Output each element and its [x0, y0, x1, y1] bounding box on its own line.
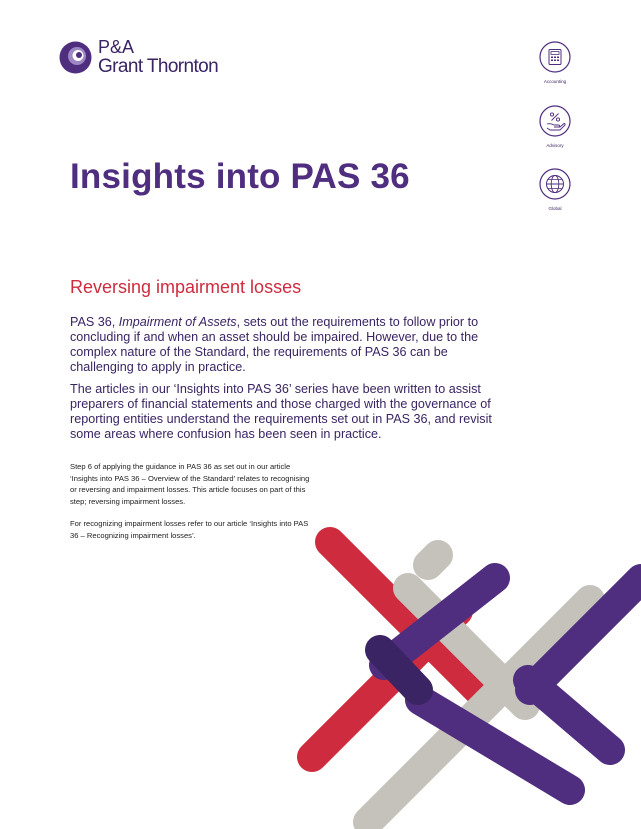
note-paragraph-1: Step 6 of applying the guidance in PAS 36 as set out in our article ‘Insights into PAS 36 – Overview of the Standard’ relates to recognising or reversing and impairment losses. This article focuses on part of this step; reversing impairment losses.	[70, 462, 310, 506]
standard-title: Impairment of Assets	[118, 315, 237, 329]
logo-text-line1: P&A	[98, 37, 135, 57]
logo-text-line2: Grant Thornton	[98, 56, 219, 77]
service-label: Global	[548, 206, 562, 211]
intro-p1-rest: , sets out the requirements to follow prior to concluding if and when an asset should be impaired. However, due to the complex nature of the Standard, the requirements of PAS 36 can be challenging to apply in practice.	[70, 315, 479, 374]
page-subtitle: Reversing impairment losses	[70, 277, 302, 297]
intro-p1-start: PAS 36,	[70, 315, 119, 329]
intro-paragraph-2: The articles in our ‘Insights into PAS 36’ series have been written to assist preparers of financial statements and those charged with the governance of reporting entities understand the requirements set out in PAS 36, and revisit some areas where confusion has been seen in practice.	[70, 382, 492, 441]
page-title: Insights into PAS 36	[70, 157, 410, 196]
note-paragraph-2: For recognizing impairment losses refer to our article ‘Insights into PAS 36 – Recognizing impairment losses’.	[70, 519, 309, 540]
service-label: Accounting	[543, 79, 567, 84]
service-label: Advisory	[546, 143, 564, 148]
